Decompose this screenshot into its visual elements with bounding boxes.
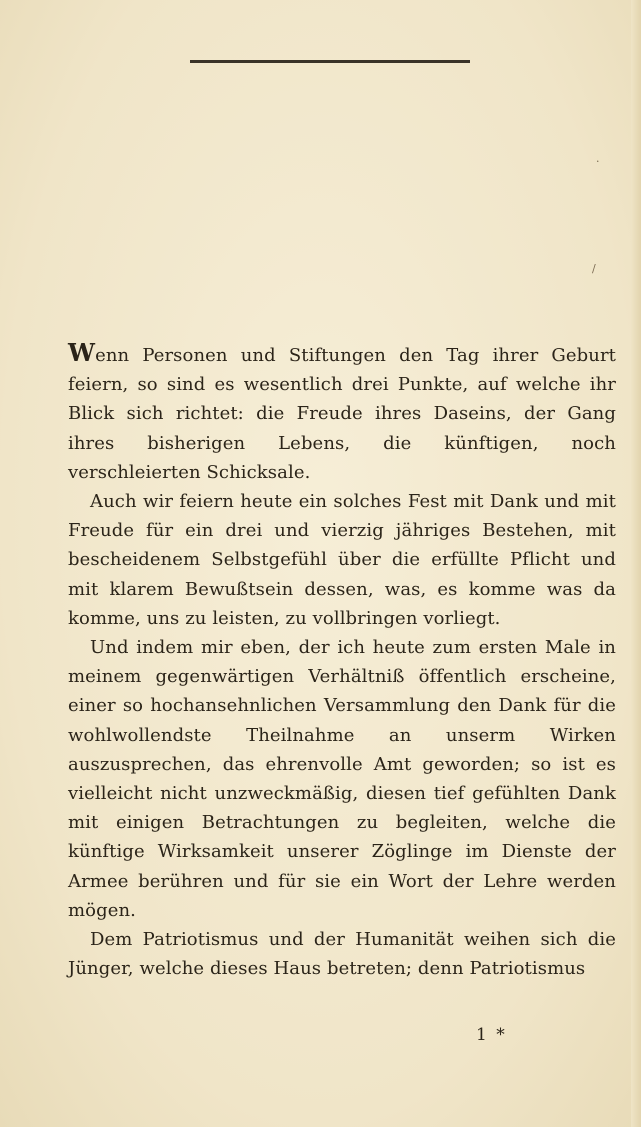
paragraph-2: Auch wir feiern heute ein solches Fest mit Dank und mit Freude für ein drei und vierzig jähriges Bestehen, mit bescheidenem Selbstgefühl über die erfüllte Pflicht und mit klarem Bewußtsein dessen, was, es komme was da komme, uns zu leisten, zu vollbringen vorliegt. — [68, 491, 616, 629]
page-binding-edge — [631, 0, 641, 1127]
paragraph-1 — [68, 338, 616, 487]
paragraph-3: Und indem mir eben, der ich heute zum ersten Male in meinem gegenwärtigen Verhältniß öffentlich erscheine, einer so hochansehnlichen Versammlung den Dank für die wohlwollendste Theilnahme an unserm Wirken auszusprechen, das ehrenvolle Amt geworden; so ist es vielleicht nicht unzweckmäßig, diesen tief gefühlten Dank mit einigen Betrachtungen zu begleiten, welche die künftige Wirksamkeit unserer Zöglinge im Dienste der Armee berühren und für sie ein Wort der Lehre werden mögen. — [68, 637, 616, 921]
signature-mark: 1 * — [476, 1025, 507, 1045]
initial-letter: W — [68, 338, 96, 367]
ink-mark: · — [596, 155, 600, 168]
header-rule — [190, 60, 470, 63]
paragraph-text: enn Personen und Stiftungen den Tag ihrer Geburt feiern, so sind es wesentlich drei Punkte, auf welche ihr Blick sich richtet: die Freude ihres Daseins, der Gang ihres bisherigen Lebens, die künftigen, noch verschleierten Schicksale. — [68, 345, 616, 483]
body-text — [68, 338, 616, 983]
ink-mark: / — [592, 262, 596, 275]
paragraph-4: Dem Patriotismus und der Humanität weihen sich die Jünger, welche dieses Haus betreten; denn Patriotismus — [68, 929, 616, 980]
